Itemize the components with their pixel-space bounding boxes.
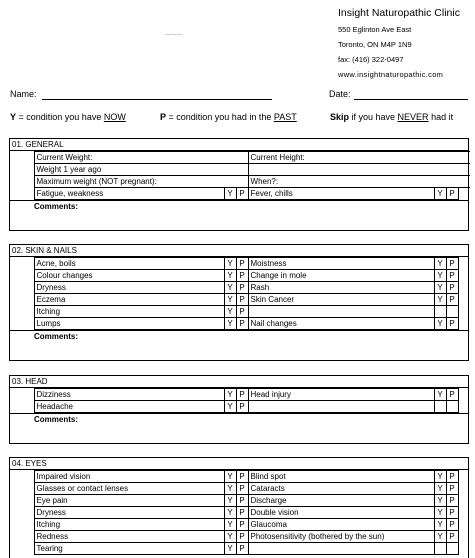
condition-label: Change in mole	[248, 270, 434, 282]
y-checkbox	[434, 401, 446, 413]
condition-label: Impaired vision	[34, 471, 224, 483]
condition-label: Dryness	[34, 282, 224, 294]
p-checkbox[interactable]: P	[446, 519, 458, 531]
condition-row	[10, 543, 470, 555]
y-checkbox[interactable]: Y	[224, 282, 236, 294]
p-checkbox[interactable]: P	[446, 495, 458, 507]
p-checkbox[interactable]: P	[236, 389, 248, 401]
y-checkbox[interactable]: Y	[224, 531, 236, 543]
condition-label: Skin Cancer	[248, 294, 434, 306]
p-checkbox[interactable]: P	[236, 471, 248, 483]
p-checkbox[interactable]: P	[236, 519, 248, 531]
p-checkbox	[446, 401, 458, 413]
eyes-table	[10, 470, 470, 555]
row-margin	[458, 401, 470, 413]
y-checkbox[interactable]: Y	[434, 471, 446, 483]
y-checkbox[interactable]: Y	[224, 306, 236, 318]
legend-past: P = condition you had in the PAST	[160, 112, 297, 122]
condition-label: Double vision	[248, 507, 434, 519]
condition-label: Moistness	[248, 258, 434, 270]
p-checkbox[interactable]: P	[446, 270, 458, 282]
y-checkbox[interactable]: Y	[224, 519, 236, 531]
p-checkbox[interactable]: P	[446, 471, 458, 483]
date-field[interactable]	[354, 99, 468, 100]
p-checkbox[interactable]: P	[236, 188, 248, 200]
condition-row	[10, 282, 470, 294]
clinic-address: 550 Eglinton Ave East	[338, 25, 412, 34]
row-margin	[10, 282, 34, 294]
row-margin	[10, 543, 34, 555]
p-checkbox[interactable]: P	[236, 507, 248, 519]
row-margin	[458, 519, 470, 531]
p-checkbox[interactable]: P	[446, 531, 458, 543]
condition-label: Dryness	[34, 507, 224, 519]
row-margin	[458, 306, 470, 318]
row-margin	[458, 483, 470, 495]
y-checkbox[interactable]: Y	[434, 282, 446, 294]
y-checkbox[interactable]: Y	[434, 294, 446, 306]
row-margin	[458, 543, 470, 555]
condition-label: Fever, chills	[248, 188, 434, 200]
row-margin	[458, 318, 470, 330]
y-checkbox[interactable]: Y	[224, 471, 236, 483]
condition-label: Glasses or contact lenses	[34, 483, 224, 495]
y-checkbox[interactable]: Y	[434, 507, 446, 519]
condition-label	[248, 543, 434, 555]
y-checkbox[interactable]: Y	[434, 318, 446, 330]
condition-label: Photosensitivity (bothered by the sun)	[248, 531, 434, 543]
row-margin	[10, 519, 34, 531]
p-checkbox[interactable]: P	[236, 401, 248, 413]
y-checkbox[interactable]: Y	[224, 258, 236, 270]
clinic-name: Insight Naturopathic Clinic	[338, 7, 460, 19]
condition-label: Head injury	[248, 389, 434, 401]
row-margin	[10, 401, 34, 413]
skin-table	[10, 257, 470, 330]
p-checkbox[interactable]: P	[446, 258, 458, 270]
section-general	[9, 138, 469, 231]
section-title: 03. HEAD	[10, 376, 468, 388]
p-checkbox[interactable]: P	[236, 270, 248, 282]
y-checkbox	[434, 306, 446, 318]
y-checkbox[interactable]: Y	[434, 495, 446, 507]
condition-row	[10, 495, 470, 507]
y-checkbox[interactable]: Y	[434, 188, 446, 200]
current-weight-field[interactable]: Current Weight:	[34, 152, 248, 164]
section-title: 04. EYES	[10, 458, 468, 470]
y-checkbox	[434, 543, 446, 555]
row-margin	[10, 258, 34, 270]
current-height-field[interactable]: Current Height:	[248, 152, 470, 164]
p-checkbox[interactable]: P	[446, 188, 458, 200]
row-margin	[458, 389, 470, 401]
when-field[interactable]: When?:	[248, 176, 470, 188]
p-checkbox[interactable]: P	[446, 318, 458, 330]
y-checkbox[interactable]: Y	[224, 401, 236, 413]
row-margin	[10, 294, 34, 306]
p-checkbox[interactable]: P	[446, 389, 458, 401]
comments-field[interactable]: Comments:	[10, 200, 468, 230]
p-checkbox[interactable]: P	[236, 294, 248, 306]
y-checkbox[interactable]: Y	[434, 531, 446, 543]
condition-label: Acne, boils	[34, 258, 224, 270]
condition-row	[10, 294, 470, 306]
y-checkbox[interactable]: Y	[434, 389, 446, 401]
y-checkbox[interactable]: Y	[224, 294, 236, 306]
row-margin	[10, 471, 34, 483]
section-eyes	[9, 457, 469, 558]
y-checkbox[interactable]: Y	[224, 483, 236, 495]
head-table	[10, 388, 470, 413]
section-title: 02. SKIN & NAILS	[10, 245, 468, 257]
p-checkbox[interactable]: P	[236, 531, 248, 543]
condition-row	[10, 389, 470, 401]
p-checkbox	[446, 543, 458, 555]
condition-row	[10, 401, 470, 413]
general-table	[10, 151, 470, 200]
y-checkbox[interactable]: Y	[434, 270, 446, 282]
p-checkbox[interactable]: P	[236, 483, 248, 495]
y-checkbox[interactable]: Y	[434, 258, 446, 270]
condition-row	[10, 318, 470, 330]
y-checkbox[interactable]: Y	[224, 495, 236, 507]
p-checkbox[interactable]: P	[236, 282, 248, 294]
date-label: Date:	[329, 89, 351, 99]
row-margin	[10, 389, 34, 401]
p-checkbox[interactable]: P	[236, 258, 248, 270]
row-margin	[10, 507, 34, 519]
section-skin	[9, 244, 469, 361]
row-margin	[10, 318, 34, 330]
p-checkbox[interactable]: P	[236, 495, 248, 507]
condition-label: Headache	[34, 401, 224, 413]
y-checkbox[interactable]: Y	[224, 507, 236, 519]
row-margin	[458, 495, 470, 507]
condition-label: Eye pain	[34, 495, 224, 507]
p-checkbox[interactable]: P	[236, 543, 248, 555]
legend-now: Y = condition you have NOW	[10, 112, 126, 122]
clinic-city: Toronto, ON M4P 1N9	[338, 40, 412, 49]
condition-label: Rash	[248, 282, 434, 294]
condition-row	[10, 507, 470, 519]
row-margin	[458, 282, 470, 294]
row-margin	[458, 507, 470, 519]
condition-label: Dizziness	[34, 389, 224, 401]
condition-label: Itching	[34, 306, 224, 318]
condition-label	[248, 401, 434, 413]
condition-label: Itching	[34, 519, 224, 531]
p-checkbox[interactable]: P	[236, 318, 248, 330]
condition-label: Fatigue, weakness	[34, 188, 224, 200]
y-checkbox[interactable]: Y	[434, 483, 446, 495]
p-checkbox[interactable]: P	[236, 306, 248, 318]
logo-mark: Insight Naturopathic	[165, 34, 183, 36]
condition-label: Blind spot	[248, 471, 434, 483]
row-margin	[10, 531, 34, 543]
condition-label	[248, 306, 434, 318]
condition-row	[10, 270, 470, 282]
condition-label: Nail changes	[248, 318, 434, 330]
y-checkbox[interactable]: Y	[434, 519, 446, 531]
y-checkbox[interactable]: Y	[224, 543, 236, 555]
condition-row	[10, 471, 470, 483]
y-checkbox[interactable]: Y	[224, 188, 236, 200]
row-margin	[10, 270, 34, 282]
comments-field[interactable]: Comments:	[10, 413, 468, 443]
weight-year-ago-field[interactable]: Weight 1 year ago	[34, 164, 248, 176]
condition-label: Lumps	[34, 318, 224, 330]
row-margin	[458, 258, 470, 270]
condition-label: Cataracts	[248, 483, 434, 495]
p-checkbox[interactable]: P	[446, 483, 458, 495]
condition-row	[10, 483, 470, 495]
p-checkbox[interactable]: P	[446, 507, 458, 519]
row-margin	[458, 294, 470, 306]
condition-label: Redness	[34, 531, 224, 543]
section-title: 01. GENERAL	[10, 139, 468, 151]
row-margin	[458, 471, 470, 483]
section-head	[9, 375, 469, 444]
y-checkbox[interactable]: Y	[224, 270, 236, 282]
condition-label: Glaucoma	[248, 519, 434, 531]
condition-label: Colour changes	[34, 270, 224, 282]
name-field[interactable]	[42, 99, 272, 100]
condition-label: Discharge	[248, 495, 434, 507]
clinic-website: www.insightnaturopathic.com	[338, 70, 444, 79]
p-checkbox[interactable]: P	[446, 282, 458, 294]
row-margin	[458, 531, 470, 543]
max-weight-field[interactable]: Maximum weight (NOT pregnant):	[34, 176, 248, 188]
condition-row	[10, 258, 470, 270]
condition-label: Eczema	[34, 294, 224, 306]
condition-row	[10, 519, 470, 531]
y-checkbox[interactable]: Y	[224, 389, 236, 401]
name-label: Name:	[10, 89, 37, 99]
row-margin	[10, 306, 34, 318]
p-checkbox	[446, 306, 458, 318]
row-margin	[10, 483, 34, 495]
clinic-fax: fax: (416) 322-0497	[338, 55, 404, 64]
condition-row	[10, 306, 470, 318]
condition-row	[10, 531, 470, 543]
condition-label: Tearing	[34, 543, 224, 555]
row-margin	[10, 495, 34, 507]
y-checkbox[interactable]: Y	[224, 318, 236, 330]
legend-skip: Skip if you have NEVER had it	[330, 112, 454, 122]
clinic-info	[338, 7, 460, 79]
comments-field[interactable]: Comments:	[10, 330, 468, 360]
p-checkbox[interactable]: P	[446, 294, 458, 306]
row-margin	[458, 270, 470, 282]
